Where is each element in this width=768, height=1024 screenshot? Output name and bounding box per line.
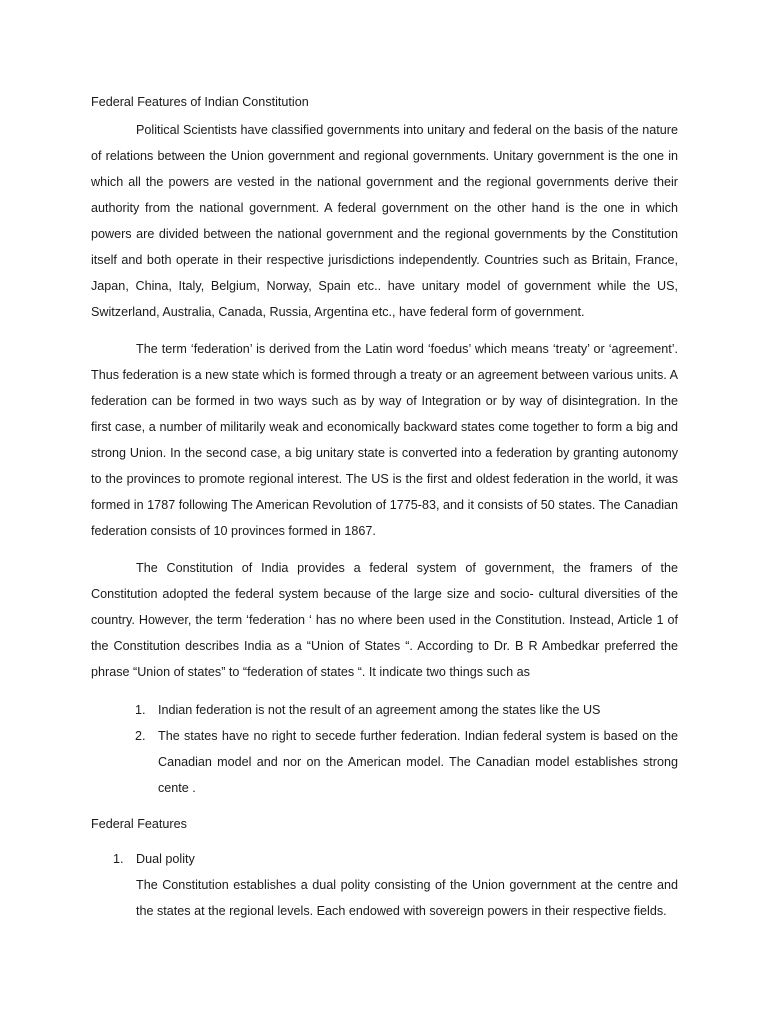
list-item bbox=[135, 697, 678, 723]
list-item-number: 1. bbox=[135, 703, 146, 717]
feature-title: Dual polity bbox=[136, 852, 195, 866]
numbered-list-implications bbox=[135, 697, 678, 801]
list-item bbox=[113, 846, 678, 924]
paragraph-1: Political Scientists have classified governments into unitary and federal on the basis of the nature of relations between the Union government and regional governments. Unitary government is the one in which all the powers are vested in the national government and the regional governments derive their authority from the national government. A federal government on the other hand is the one in which powers are divided between the national government and the regional governments by the Constitution itself and both operate in their respective jurisdictions independently. Countries such as Britain, France, Japan, China, Italy, Belgium, Norway, Spain etc.. have unitary model of government while the US, Switzerland, Australia, Canada, Russia, Argentina etc., have federal form of government. bbox=[91, 123, 678, 319]
paragraph-2: The term ‘federation’ is derived from the Latin word ‘foedus’ which means ‘treaty’ or ‘agreement’. Thus federation is a new state which is formed through a treaty or an agreement between various units. A federation can be formed in two ways such as by way of Integration or by way of disintegration. In the first case, a number of militarily weak and economically backward states come together to form a big and strong Union. In the second case, a big unitary state is converted into a federation by granting autonomy to the provinces to promote regional interest. The US is the first and oldest federation in the world, it was formed in 1787 following The American Revolution of 1775-83, and it consists of 50 states. The Canadian federation consists of 10 provinces formed in 1867. bbox=[91, 342, 678, 538]
feature-body: The Constitution establishes a dual polity consisting of the Union government at the centre and the states at the regional levels. Each endowed with sovereign powers in their respective fields. bbox=[136, 878, 678, 918]
list-item-number: 1. bbox=[113, 852, 124, 866]
document-title: Federal Features of Indian Constitution bbox=[91, 95, 309, 109]
list-item-number: 2. bbox=[135, 729, 146, 743]
section-heading: Federal Features bbox=[91, 817, 187, 831]
list-item bbox=[135, 723, 678, 801]
list-item-text: Indian federation is not the result of an agreement among the states like the US bbox=[158, 703, 601, 717]
list-item-text: The states have no right to secede further federation. Indian federal system is based on the Canadian model and nor on the American model. The Canadian model establishes strong cente . bbox=[158, 729, 678, 795]
paragraph-3: The Constitution of India provides a federal system of government, the framers of the Constitution adopted the federal system because of the large size and socio- cultural diversities of the country. However, the term ‘federation ‘ has no where been used in the Constitution. Instead, Article 1 of the Constitution describes India as a “Union of States “. According to Dr. B R Ambedkar preferred the phrase “Union of states” to “federation of states “. It indicate two things such as bbox=[91, 561, 678, 679]
numbered-list-federal-features bbox=[113, 846, 678, 924]
